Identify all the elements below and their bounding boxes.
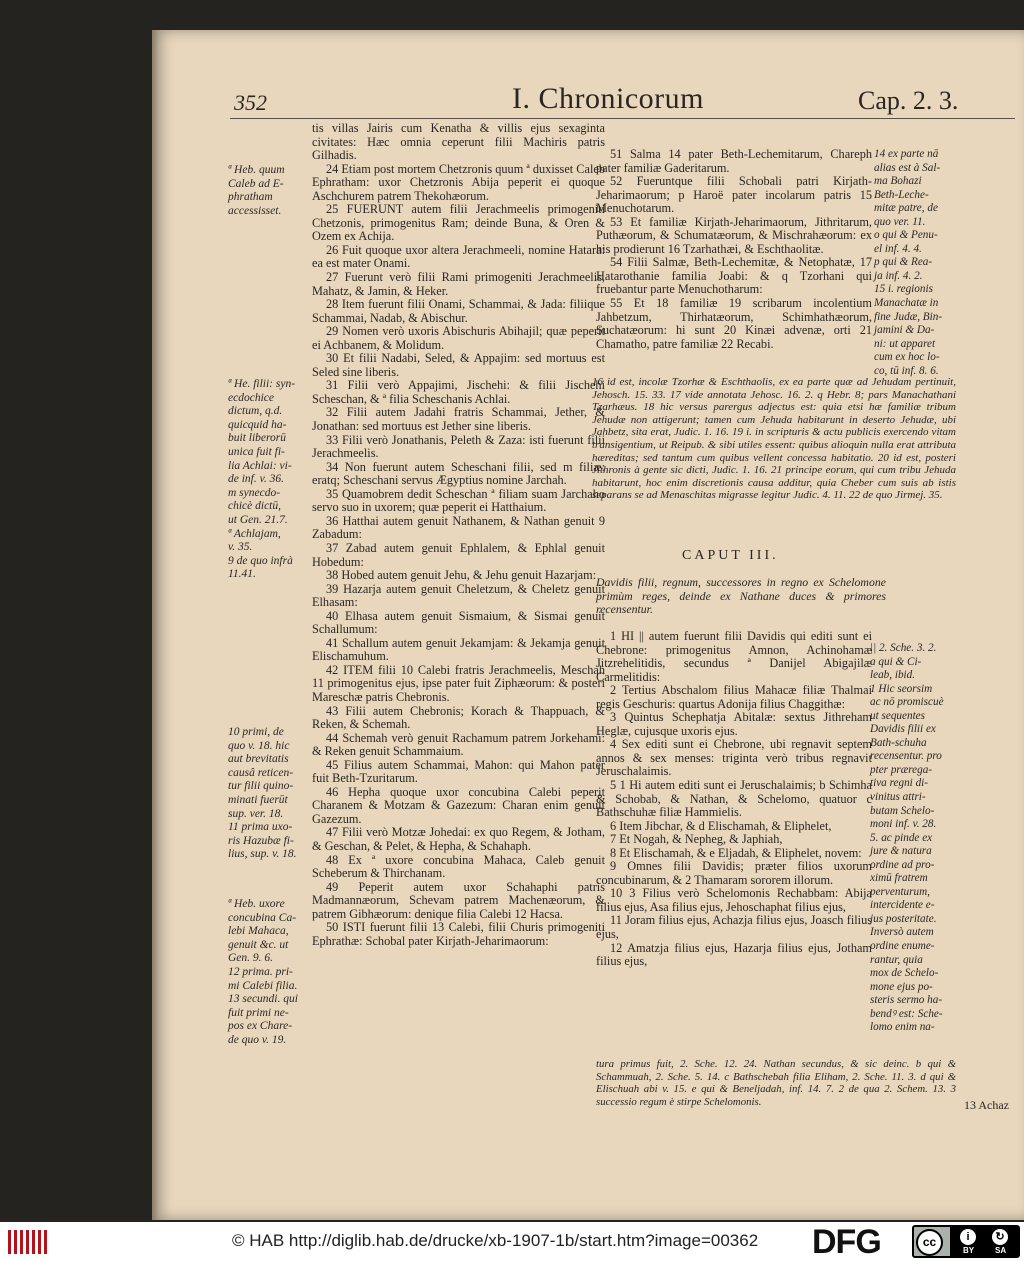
verse: 52 Fueruntque filii Schobali patri Kirjath-Jeharimaorum; p Haroë pater incolarum patris 15 Menuchotarum. (596, 174, 872, 216)
annotation-block: 16 id est, incolæ Tzorhæ & Eschthaolis, ex ea parte quæ ad Jehudam pertinuit, Jehosch. 15. 33. 17 vide annotata Jehosc. 16. 2. q Hebr. 8; pars Manachathani Tzarhæus. 18 hic versus parergus adjectus est: quia etsi hæ familiæ tribum Jehudæ non attigerunt; tamen cum Jehuda habitarunt in deserto Jehudæ, ubi Jahbetz, sita erat, Judic. 1. 16. 19 i. in scripturis & actu publicis exercendo vitam transigentium, ut Reipub. & sibi utiles essent: quibus alioquin nulla erat attributa hæreditas; sed tantum cum quibus vellent concessa habitatio. 20 id est, posteri Jithronis à gente sic dicti, Judic. 1. 16. 21 principe eorum, qui cum tribu Jehuda habitarunt, hoc enim discretionis causa additur, quia Cheber cum suis ab istis separans se ad Menaschitas migrasse legitur Judic. 4. 11. 22 de quo Jirmej. 35. (592, 376, 956, 502)
catchword: 13 Achaz (964, 1098, 1009, 1112)
verse: 2 Tertius Abschalom filius Mahacæ filiæ Thalmai regis Geschuris: quartus Adonija filius Chaggithæ: (596, 683, 872, 711)
verse: 7 Et Nogah, & Nepheg, & Japhiah, (610, 832, 783, 847)
verse: 27 Fuerunt verò filii Rami primogeniti Jerachmeelis, Mahatz, & Jamin, & Heker. (312, 270, 605, 298)
verse: 46 Hepha quoque uxor concubina Calebi peperit Charanem & Motzam & Gazezum: Charan enim genuit Gazezum. (312, 784, 605, 826)
verse: 38 Hobed autem genuit Jehu, & Jehu genuit Hazarjam: (326, 568, 597, 583)
verse: 25 FUERUNT autem filii Jerachmeelis primogeniti Chetzonis, primogenitus Ram; deinde Buna, & Oren & Ozem ex Achija. (312, 202, 605, 244)
verse: 47 Filii verò Motzæ Johedai: ex quo Regem, & Jotham, & Geschan, & Pelet, & Hepha, & Schahaph. (312, 825, 605, 853)
footnotes: tura primus fuit, 2. Sche. 12. 24. Nathan secundus, & sic deinc. b qui & Schammuah, 2. Sche. 5. 14. c Bathschebah filia Eliham, 2. Sche. 11. 3. d qui & Elischuah abi v. 15. e qui & Beneljadah, inf. 14. 7. 2 de qua 2. Schem. 13. 3 successio regum è stirpe Schelomonis. (596, 1058, 956, 1108)
page-gutter-shadow (152, 30, 158, 1220)
verse: 54 Filii Salmæ, Beth-Lechemitæ, & Netophatæ, 17 Hatarothanie familia Joabi: & q Tzorhani qui fruebantur parte Menuchotharum: (596, 255, 872, 297)
verse: 5 1 Hi autem editi sunt ei Jeruschalaimis; b Schimha & Schobab, & Nathan, & Schelomo, quatuor c Bathschuhæ filiæ Hammielis. (596, 778, 872, 820)
verse: 30 Et filii Nadabi, Seled, & Appajim: sed mortuus est Seled sine liberis. (312, 351, 605, 379)
verse: 43 Filii autem Chebronis; Korach & Thappuach, & Reken, & Schemah. (312, 703, 605, 732)
chapter-label: Cap. 2. 3. (858, 86, 959, 115)
verse: tis villas Jairis cum Kenatha & villis ejus sexaginta civitates: Hæc omnia ceperunt filii Machiris patris Gilhadis. (312, 121, 605, 163)
verse: 37 Zabad autem genuit Ephlalem, & Ephlal genuit Hobedum: (312, 540, 605, 569)
verse: 33 Filii verò Jonathanis, Peleth & Zaza: isti fuerunt filii Jerachmeelis. (312, 432, 605, 461)
cc-license-badge[interactable] (912, 1225, 1020, 1258)
verse: 55 Et 18 familiæ 19 scribarum incolentium Jahbetzum, Thirhatæorum, Schimhathæorum, Suchatæorum: hi sunt 20 Kinæi advenæ, orti 21 Chamatho, patre familiæ 22 Recabi. (596, 296, 872, 351)
viewer-footer (0, 1222, 1024, 1261)
verse: 48 Ex ª uxore concubina Mahaca, Caleb genuit Scheberum & Thirchanam. (312, 852, 605, 881)
margin-note-c: 10 primi, de quo v. 18. hic aut brevitatis causâ reticen- tur filii quino- minati fuerūt sup. ver. 18. 11 prima uxo- ris Hazubæ fi- lius, sup. v. 18. (228, 726, 297, 861)
verse: 36 Hatthai autem genuit Nathanem, & Nathan genuit 9 Zabadum: (312, 513, 605, 542)
verse: 39 Hazarja autem genuit Cheletzum, & Cheletz genuit Elhasam: (312, 581, 605, 610)
by-label: BY (963, 1246, 975, 1255)
verse: 41 Schallum autem genuit Jekamjam: & Jekamja genuit Elischamuhum. (312, 635, 605, 664)
right-margin-notes: 14 ex parte nā alias est à Sal- ma Bohazi Beth-Leche- mitæ patre, de quo ver. 11. o qui & Penu- el inf. 4. 4. p qui & Rea- ja inf. 4. 2. 15 i. regionis Manachatæ in fine Judæ, Bin- jamini & Da- ni: ut apparet cum ex hoc lo- co, tū inf. 8. 6. (874, 148, 943, 377)
header-rule (230, 118, 1015, 119)
verse: 45 Filius autem Schammai, Mahon: qui Mahon pater fuit Beth-Tzuritarum. (312, 757, 605, 786)
margin-note-d: ª Heb. uxore concubina Ca- lebi Mahaca, genuit &c. ut Gen. 9. 6. 12 prima. pri- mi Calebi filia. 13 secundi. qui fuit primi ne- pos ex Chare- de quo v. 19. (228, 898, 298, 1046)
text-column-left (312, 122, 605, 948)
attribution-icon: i (960, 1229, 976, 1245)
verse: 10 3 Filius verò Schelomonis Rechabbam: Abija filius ejus, Asa filius ejus, Jehoschaphat filius ejus, (596, 886, 872, 914)
verse: 11 Joram filius ejus, Achazja filius ejus, Joasch filius ejus, (596, 913, 872, 942)
verse: 6 Item Jibchar, & d Elischamah, & Eliphelet, (610, 818, 832, 833)
verse: 51 Salma 14 pater Beth-Lechemitarum, Chareph pater familiæ Gaderitarum. (596, 147, 872, 175)
chapter-heading: CAPUT III. (682, 548, 779, 563)
sa-label: SA (995, 1246, 1007, 1255)
verse: 24 Etiam post mortem Chetzronis quum ª duxisset Caleb Ephratham: uxor Chetzronis Abija peperit ei quoque Aschchurem patrem Thekohæorum. (312, 161, 605, 203)
running-title: I. Chronicorum (512, 82, 704, 115)
verse: 44 Schemah verò genuit Rachamum patrem Jorkehami: & Reken genuit Schammaium. (312, 730, 605, 759)
verse: 34 Non fuerunt autem Scheschani filii, sed m filiæ: eratq; Scheschani servus Ægyptius nomine Jarchah. (312, 459, 605, 488)
cc-terms (950, 1227, 1018, 1256)
verse: 42 ITEM filii 10 Calebi fratris Jerachmeelis, Meschah 11 primogenitus ejus, ipse pater fuit Ziphæorum: & posteri Mareschæ patris Chebronis. (312, 662, 605, 704)
verse: 26 Fuit quoque uxor altera Jerachmeeli, nomine Hatara: ea est mater Onami. (312, 242, 605, 271)
hab-logo-icon (6, 1227, 50, 1257)
cc-icon: cc (916, 1229, 943, 1256)
margin-note-b: ª He. filii: syn- ecdochice dictum, q.d. quicquid ha- buit liberorū unica fuit fi- lia Achlai: vi- de inf. v. 36. m synecdo- chicè dictū, ut Gen. 21.7. ª Achlajam, v. 35. 9 de quo infrà 11.41. (228, 378, 296, 581)
verse: 8 Et Elischamah, & e Eljadah, & Eliphelet, novem: (610, 845, 862, 860)
margin-note-a: ª Heb. quum Caleb ad E- phratham accessisset. (228, 164, 285, 217)
verse: 31 Filii verò Appajimi, Jischehi: & filii Jischehi Scheschan, & ª filia Scheschanis Achlai. (312, 378, 605, 406)
page-number: 352 (234, 90, 267, 115)
dfg-logo: DFG (812, 1223, 881, 1261)
chapter-summary: Davidis filii, regnum, successores in regno ex Schelomone primùm reges, deinde ex Nathane duces & primores recensentur. (596, 575, 886, 617)
right-margin-notes-2: || 2. Sche. 3. 2. a qui & Ci- leab, ibid. 1 Hic seorsim ac nō promiscuè ut sequentes Davidis filii ex Bath-schuha recensentur. pro pter prærega- tiva regni di- vinitus attri- butam Schelo- moni inf. v. 28. 5. ac pinde ex jure & natura ordine ad pro- ximū fratrem perventurum, intercidente e- jus posteritate. Inversò autem ordine enume- rantur, quia mox de Schelo- mone ejus po- steris sermo ha- bendꝰ est: Sche- lomo enim na- (870, 642, 944, 1034)
text-column-right (596, 148, 872, 351)
source-link[interactable]: © HAB http://diglib.hab.de/drucke/xb-1907-1b/start.htm?image=00362 (232, 1231, 759, 1250)
verse: 53 Et familiæ Kirjath-Jeharimaorum, Jithritarum, Puthæorum, & Schumatæorum, & Mischrahæorum: ex his prodierunt 16 Tzarhathæi, & Eschthaolitæ. (596, 214, 872, 256)
verse: 49 Peperit autem uxor Schahaphi patris Madmannæorum, Schevam patrem Machenæorum, & patrem Gibhæorum: denique filia Calebi 12 Hacsa. (312, 879, 605, 921)
page-header (152, 82, 1024, 122)
verse: 32 Filii autem Jadahi fratris Schammai, Jether, & Jonathan: sed mortuus est Jether sine liberis. (312, 405, 605, 434)
verse: 40 Elhasa autem genuit Sismaium, & Sismai genuit Schallumum: (312, 608, 605, 637)
verse: 12 Amatzja filius ejus, Hazarja filius ejus, Jotham filius ejus, (596, 940, 872, 969)
verse: 35 Quamobrem dedit Scheschan ª filiam suam Jarchaho servo suo in uxorem; quæ peperit ei Hatthaium. (312, 486, 605, 515)
verse: 28 Item fuerunt filii Onami, Schammai, & Jada: filiique Schammai, Nadab, & Abischur. (312, 297, 605, 325)
verse: 1 HI || autem fuerunt filii Davidis qui editi sunt ei Chebrone: primogenitus Amnon, Achinohamæ Jitzrehelitidis, secundus ª Danijel Abigajilæ Carmelitidis: (596, 629, 872, 684)
verse: 29 Nomen verò uxoris Abischuris Abihajil; quæ peperit ei Achbanem, & Molidum. (312, 324, 605, 352)
share-alike-icon: ↻ (992, 1229, 1008, 1245)
verse: 3 Quintus Schephatja Abitalæ: sextus Jithreham Heglæ, cujusque uxoris ejus. (596, 710, 872, 738)
book-page (152, 30, 1024, 1220)
verse: 4 Sex editi sunt ei Chebrone, ubi regnavit septem annos & sex menses: triginta verò tribus regnavit Jeruschalaimis. (596, 737, 872, 779)
verse: 9 Omnes filii Davidis; præter filios uxorum concubinarum, & 2 Thamaram sororem illorum. (596, 859, 872, 887)
text-column-chapter3 (596, 630, 872, 969)
verse: 50 ISTI fuerunt filii 13 Calebi, filii Churis primogeniti Ephrathæ: Schobal pater Kirjath-Jeharimaorum: (312, 920, 605, 948)
